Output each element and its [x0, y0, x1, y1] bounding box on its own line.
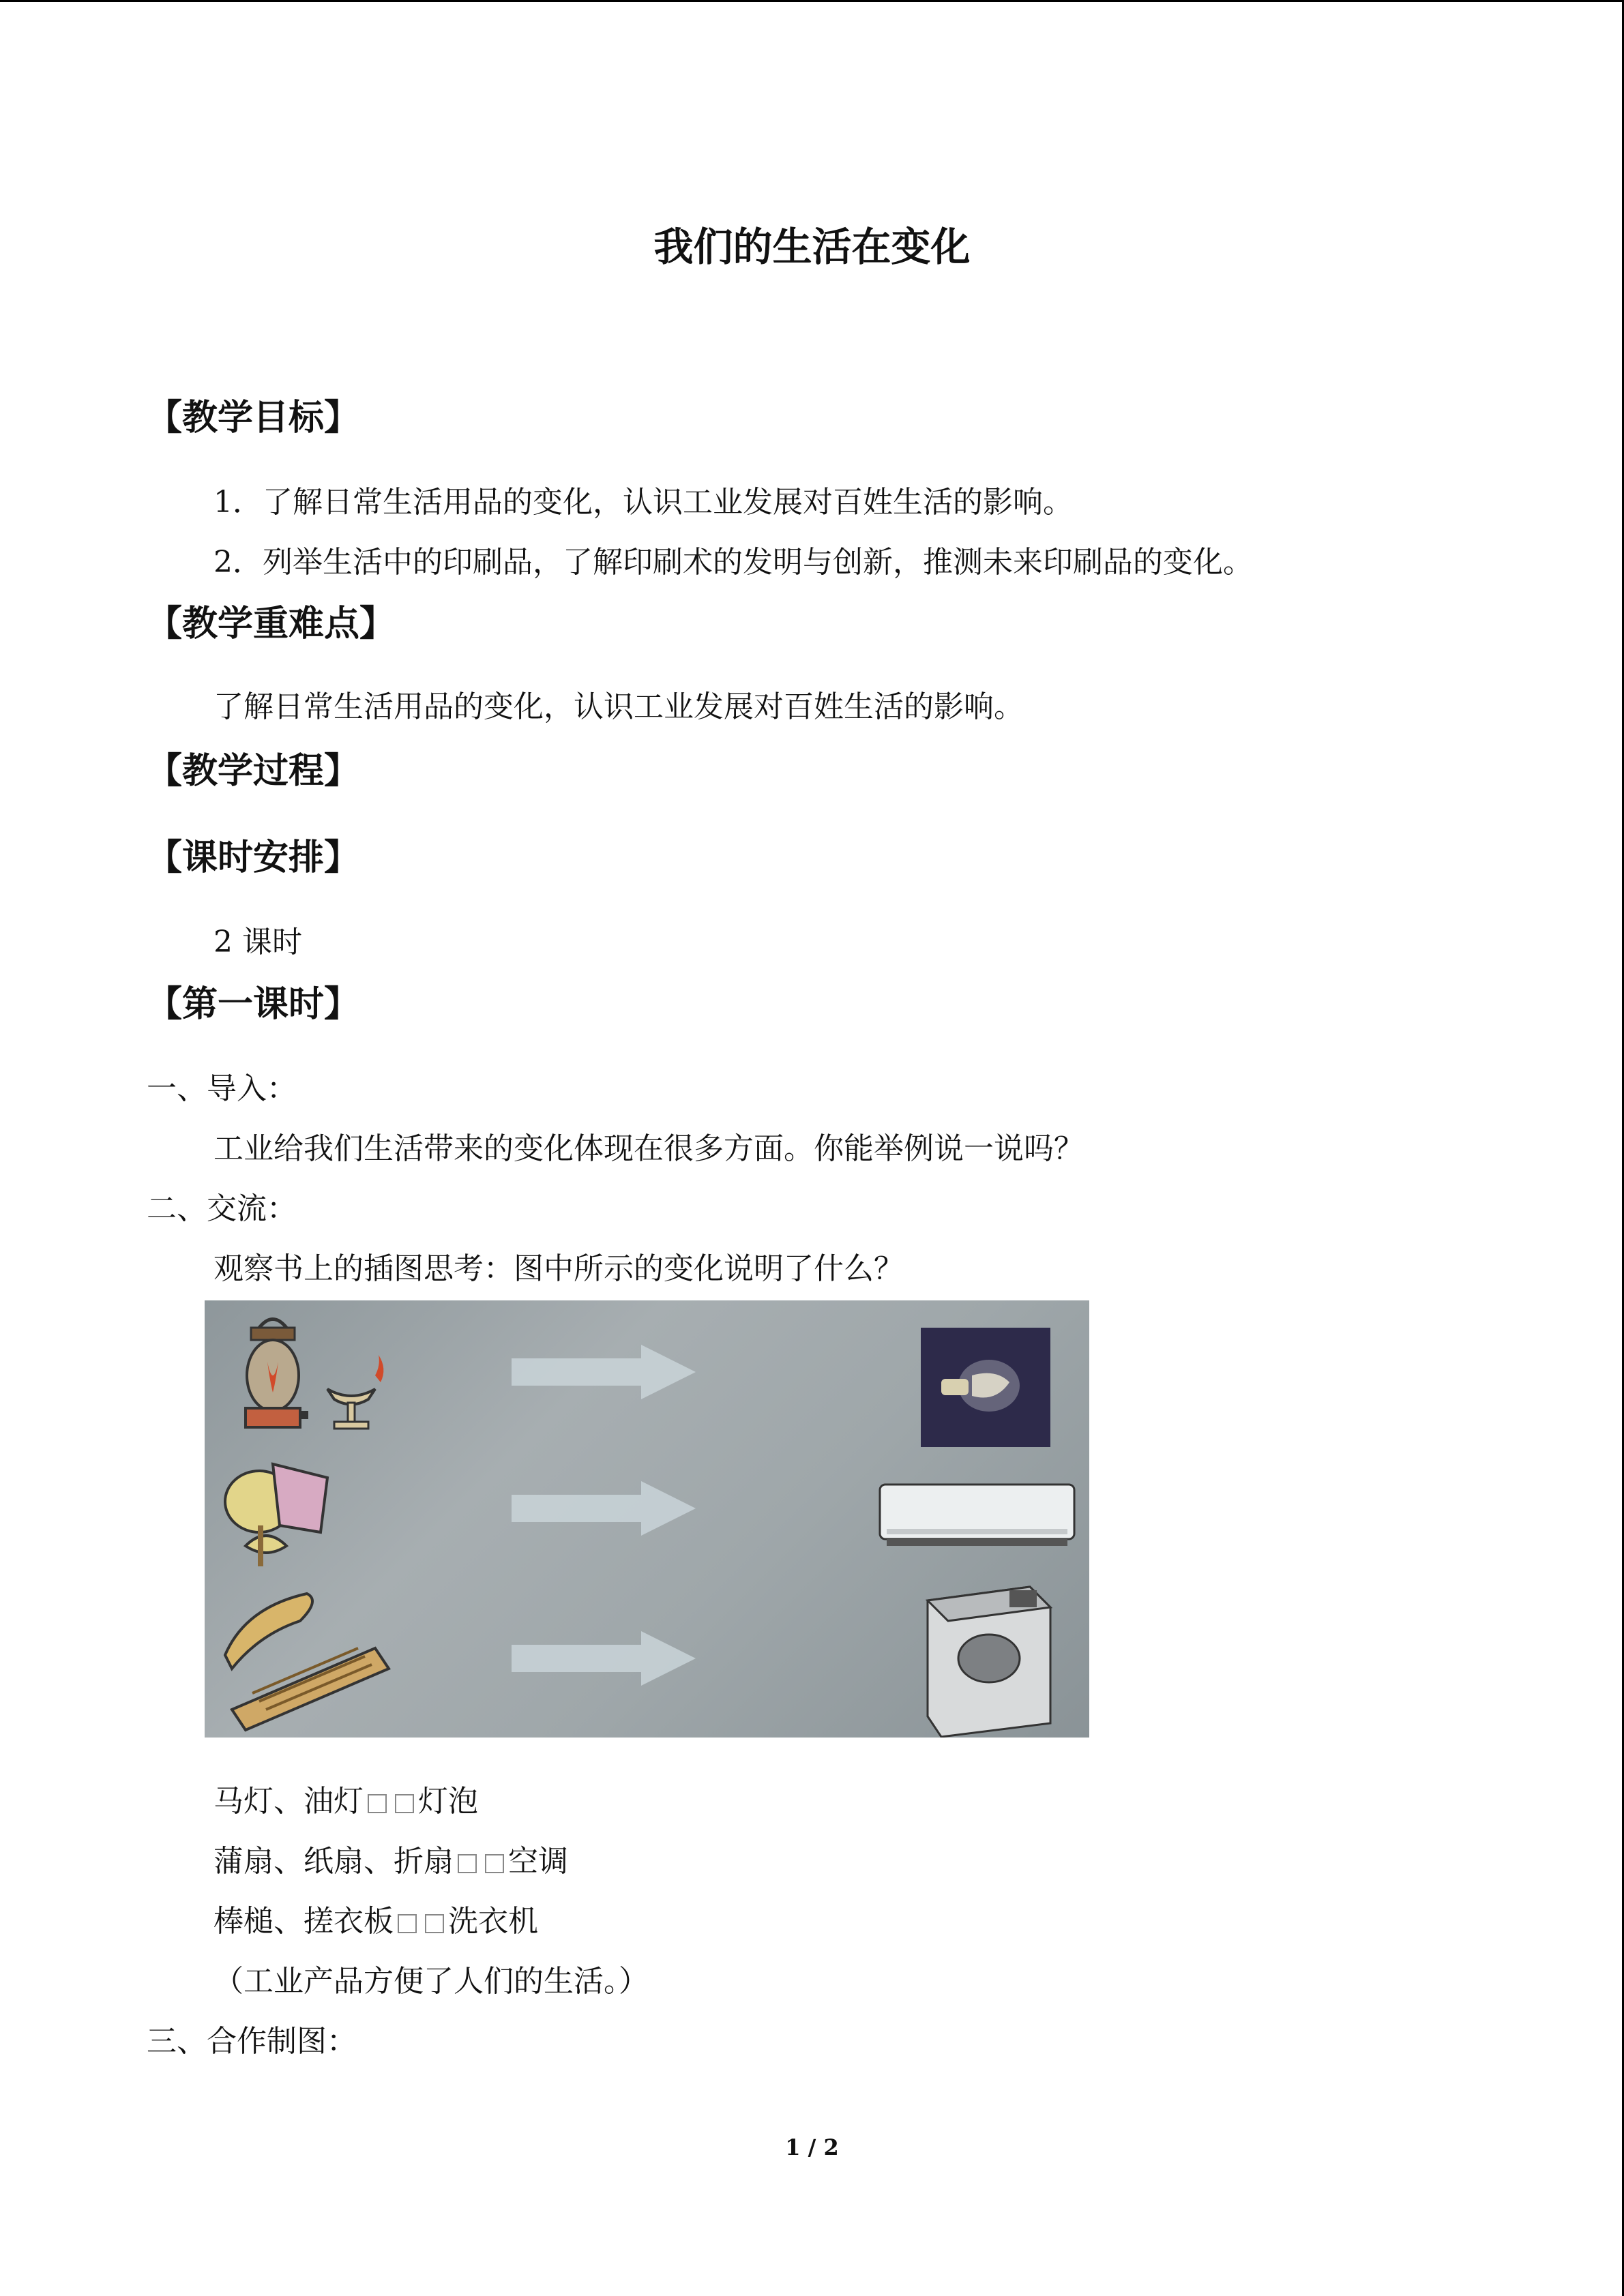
change-item-1 [213, 1776, 478, 1820]
page-title: 我们的生活在变化 [653, 224, 971, 270]
oil-lamp-icon [327, 1355, 383, 1429]
arrow-placeholder-box [425, 1914, 444, 1933]
section-exchange-text: 观察书上的插图思考：图中所示的变化说明了什么？ [213, 1251, 904, 1286]
heading-process: 【教学过程】 [147, 751, 360, 792]
change-to: 灯泡 [418, 1784, 478, 1819]
light-bulb-icon [921, 1328, 1050, 1447]
change-to: 洗衣机 [448, 1904, 538, 1939]
change-from: 棒槌、搓衣板 [213, 1904, 394, 1939]
air-conditioner-icon [880, 1485, 1074, 1546]
arrow-placeholder-box [458, 1854, 477, 1873]
change-to: 空调 [508, 1844, 568, 1879]
heading-schedule: 【课时安排】 [147, 837, 360, 878]
arrow-placeholder-box [395, 1794, 414, 1813]
section-cooperate-heading: 三、合作制图： [147, 2024, 357, 2059]
heading-first-lesson: 【第一课时】 [147, 984, 360, 1025]
arrow-placeholder-box [368, 1794, 387, 1813]
heading-objectives: 【教学目标】 [147, 398, 360, 438]
conclusion-text: （工业产品方便了人们的生活。） [213, 1964, 649, 1999]
key-points-text: 了解日常生活用品的变化，认识工业发展对百姓生活的影响。 [213, 689, 1024, 724]
change-from: 蒲扇、纸扇、折扇 [213, 1844, 454, 1879]
washboard-icon [225, 1594, 389, 1730]
change-from: 马灯、油灯 [213, 1784, 364, 1819]
section-intro-heading: 一、导入： [147, 1071, 297, 1106]
change-item-2 [213, 1836, 568, 1880]
illustration-svg [205, 1300, 1089, 1738]
page-border [0, 0, 1624, 2]
page-number: 1 / 2 [785, 2134, 839, 2160]
section-exchange-heading: 二、交流： [147, 1191, 297, 1226]
section-intro-text: 工业给我们生活带来的变化体现在很多方面。你能举例说一说吗？ [213, 1131, 1084, 1166]
objective-item-1: 1．了解日常生活用品的变化，认识工业发展对百姓生活的影响。 [213, 485, 1073, 520]
arrow-placeholder-box [485, 1854, 504, 1873]
arrow-icon [512, 1345, 696, 1686]
washing-machine-icon [928, 1587, 1050, 1737]
arrow-placeholder-box [398, 1914, 417, 1933]
change-item-3 [213, 1896, 538, 1940]
lantern-icon [246, 1320, 308, 1428]
fan-icons [225, 1464, 327, 1566]
heading-key-points: 【教学重难点】 [147, 603, 396, 644]
schedule-text: 2 课时 [213, 925, 302, 959]
objective-item-2: 2．列举生活中的印刷品，了解印刷术的发明与创新，推测未来印刷品的变化。 [213, 545, 1253, 580]
illustration-changes [205, 1300, 1089, 1738]
